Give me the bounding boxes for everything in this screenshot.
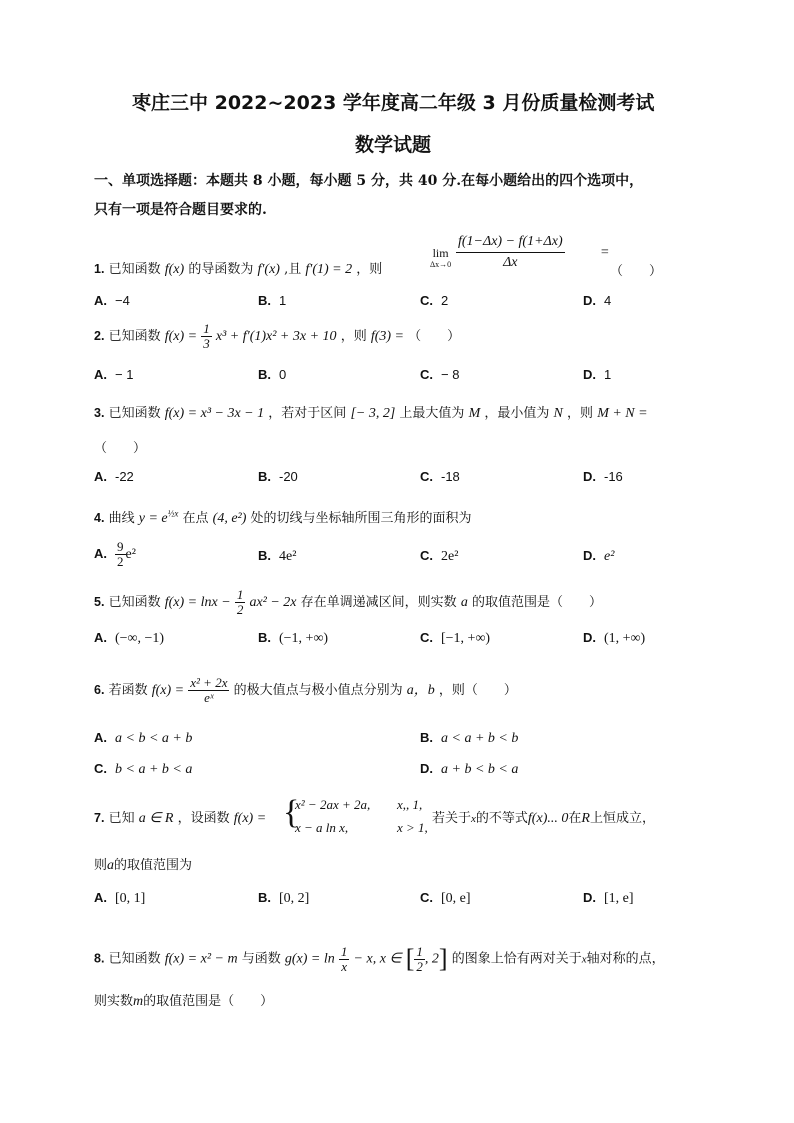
question-8 (94, 944, 665, 974)
q3-text-d: ，最小值为 (484, 406, 550, 421)
option-value: − 1 (115, 367, 134, 382)
q5-frac-den: 2 (236, 602, 244, 617)
question-2 (94, 322, 460, 351)
q1-frac-num: f(1−Δx) − f(1+Δx) (456, 232, 565, 253)
question-6 (94, 676, 517, 705)
option-label: B. (258, 630, 271, 645)
q3-option-b[interactable] (258, 469, 298, 484)
question-number: 4. (94, 511, 105, 525)
q5-option-d[interactable] (583, 630, 645, 647)
q7-text-e: 在 (568, 811, 582, 826)
q8-text-d: 轴对称的点， (586, 951, 665, 967)
q6-vars: a，b (406, 683, 435, 698)
option-label: D. (583, 293, 596, 308)
q6-option-b[interactable] (420, 730, 518, 747)
option-value: a + b < b < a (441, 762, 519, 777)
option-label: C. (420, 630, 433, 645)
q1-option-d[interactable] (583, 293, 611, 308)
q5-option-c[interactable] (420, 630, 490, 647)
option-label: D. (583, 630, 596, 645)
q6-frac-den: eˣ (204, 690, 214, 705)
q2-formula-a: f(x) = (164, 329, 198, 344)
option-value: 0 (279, 367, 287, 382)
q8-formula-d: , 2 (424, 951, 439, 967)
q8-frac2-den: 2 (416, 958, 423, 974)
q6-formula-a: f(x) = (151, 683, 185, 698)
option-value: 2 (441, 293, 449, 308)
q2-ask: f(3) = (370, 329, 405, 344)
q2-option-c[interactable] (420, 367, 459, 382)
option-value: -20 (279, 469, 298, 484)
q8-text-a: 已知函数 (108, 951, 161, 967)
question-number: 6. (94, 683, 105, 697)
option-label: D. (583, 548, 596, 563)
q6-option-c[interactable] (94, 761, 192, 778)
q8-bracket-right: ] (438, 944, 448, 973)
option-value: -22 (115, 469, 134, 484)
option-label: C. (94, 761, 107, 776)
q4-option-b[interactable] (258, 548, 296, 565)
q7-line2 (94, 854, 192, 874)
option-value: − 8 (441, 367, 460, 382)
exam-title: 枣庄三中 2022~2023 学年度高二年级 3 月份质量检测考试 (132, 92, 655, 114)
q6-text-c: ，则（ ） (438, 683, 517, 698)
q5-text-b: 存在单调递减区间，则实数 (300, 595, 457, 610)
option-label: C. (420, 469, 433, 484)
q1-fpx: f′(x) (257, 262, 280, 277)
q2-blank: （ ） (408, 329, 461, 344)
q1-fraction (456, 232, 565, 273)
option-value: 4e² (279, 549, 297, 564)
q8-bracket-left: [ (405, 944, 415, 973)
option-value: 4 (604, 293, 612, 308)
q2-option-d[interactable] (583, 367, 611, 382)
q5-text-a: 已知函数 (108, 595, 161, 610)
q5-option-a[interactable] (94, 630, 164, 647)
q7-text-f: 上恒成立， (589, 811, 655, 826)
option-label: A. (94, 630, 107, 645)
option-value: [0, 1] (115, 891, 146, 906)
option-label: D. (583, 367, 596, 382)
q2-formula-b: x³ + f′(1)x² + 3x + 10 (215, 329, 337, 344)
q4-curve: y = e (138, 511, 168, 526)
q2-option-a[interactable] (94, 367, 133, 382)
option-label: A. (94, 730, 107, 745)
option-value: 1 (279, 293, 287, 308)
q7-case1-cond: x,, 1, (397, 797, 423, 812)
q3-ask: M + N = (597, 406, 648, 421)
option-label: C. (420, 367, 433, 382)
q7-text-a: 已知 (108, 811, 135, 826)
question-number: 8. (94, 951, 105, 966)
q4-exp: ½x (167, 508, 179, 519)
option-value: 1 (604, 367, 612, 382)
option-label: B. (258, 890, 271, 905)
q3-M: M (468, 406, 481, 421)
q7-text-c: 若关于 (432, 811, 472, 826)
option-label: A. (94, 545, 107, 561)
option-value: (−1, +∞) (279, 631, 329, 646)
q7-case2-cond: x > 1, (397, 820, 428, 835)
q1-blank: （ ） (610, 264, 663, 279)
q1-frac-den: Δx (503, 255, 518, 270)
q6-text-b: 的极大值点与极小值点分别为 (233, 683, 403, 698)
q3-blank: （ ） (94, 441, 147, 456)
q1-text-c: ,且 (284, 262, 302, 277)
q1-text-b: 的导函数为 (188, 262, 254, 277)
q4-option-a[interactable] (94, 540, 136, 569)
q1-text-a: 已知函数 (108, 262, 161, 277)
option-label: A. (94, 890, 107, 905)
question-3 (94, 402, 648, 422)
option-label: B. (258, 548, 271, 563)
option-value: -16 (604, 469, 623, 484)
question-5 (94, 588, 602, 617)
q3-option-c[interactable] (420, 469, 460, 484)
q6-text-a: 若函数 (108, 683, 148, 698)
q7-line2-a: a (107, 858, 115, 873)
q7-text-b: ，设函数 (177, 811, 230, 826)
q3-text-c: 上最大值为 (399, 406, 465, 421)
q7-R: R (581, 811, 590, 826)
q2-text-a: 已知函数 (108, 329, 161, 344)
question-1 (94, 258, 382, 278)
q7-x: x (471, 813, 476, 825)
q8-line2-b: 的取值范围是（ ） (143, 994, 274, 1009)
q6-frac-num: x² + 2x (190, 675, 228, 690)
q7-brace: { (283, 794, 300, 831)
option-value: [0, e] (441, 891, 471, 906)
q7-line2-b: 的取值范围为 (114, 858, 193, 873)
q4-text-c: 处的切线与坐标轴所围三角形的面积为 (250, 511, 472, 526)
option-label: B. (258, 469, 271, 484)
q1-eq: = (600, 245, 610, 260)
q7-ineq: f(x)... 0 (527, 811, 569, 826)
q3-text-b: ，若对于区间 (268, 406, 347, 421)
option-value: b < a + b < a (115, 762, 193, 777)
q5-formula-a: f(x) = lnx − (164, 595, 231, 610)
q2-option-b[interactable] (258, 367, 286, 382)
q1-text-d: ，则 (356, 262, 383, 277)
option-value: -18 (441, 469, 460, 484)
q2-frac-den: 3 (203, 336, 210, 351)
option-label: A. (94, 469, 107, 484)
q5-a: a (460, 595, 468, 610)
q4-option-c[interactable] (420, 548, 458, 565)
q6-option-a[interactable] (94, 730, 192, 747)
option-value: e² (125, 546, 136, 562)
q8-text-b: 与函数 (241, 951, 281, 967)
q1-option-a[interactable] (94, 293, 130, 308)
section-heading-line2: 只有一项是符合题目要求的. (94, 202, 267, 218)
q5-text-c: 的取值范围是（ ） (471, 595, 602, 610)
q6-option-d[interactable] (420, 761, 518, 778)
q2-frac-num: 1 (203, 321, 210, 336)
option-label: B. (258, 293, 271, 308)
option-label: C. (420, 548, 433, 563)
q3-interval: [− 3, 2] (350, 406, 396, 421)
q8-formula-c: − x, x ∈ (353, 951, 402, 967)
q8-frac1-den: x (341, 958, 348, 974)
option-label: B. (258, 367, 271, 382)
q1-option-b[interactable] (258, 293, 286, 308)
q8-x: x (581, 953, 587, 966)
q8-m: m (133, 994, 144, 1009)
q7-tail (432, 807, 655, 827)
q7-case2: x − a ln x, (295, 820, 349, 835)
question-number: 7. (94, 811, 105, 825)
q4-text-b: 在点 (182, 511, 209, 526)
q4-text-a: 曲线 (108, 511, 135, 526)
q7-option-d[interactable] (583, 890, 634, 907)
option-value: 2e² (441, 549, 459, 564)
question-7 (94, 807, 266, 827)
option-label: C. (420, 890, 433, 905)
question-number: 5. (94, 595, 105, 609)
q7-option-b[interactable] (258, 890, 309, 907)
q8-frac2-num: 1 (416, 943, 423, 959)
section-heading: 一、单项选择题：本题共 8 小题，每小题 5 分，共 40 分.在每小题给出的四个选项中， (94, 173, 644, 189)
q1-option-c[interactable] (420, 293, 448, 308)
option-value: [1, e] (604, 891, 634, 906)
exam-subtitle: 数学试题 (355, 134, 432, 156)
q3-N: N (553, 406, 563, 421)
q1-lim: lim (432, 246, 449, 260)
q7-line2-text: 则 (94, 858, 108, 873)
q4-point: (4, e²) (212, 511, 247, 526)
option-value: −4 (115, 293, 130, 308)
option-label: C. (420, 293, 433, 308)
option-value: (−∞, −1) (115, 631, 165, 646)
q7-formula-a: f(x) = (233, 811, 267, 826)
q5-option-b[interactable] (258, 630, 328, 647)
q7-option-c[interactable] (420, 890, 471, 907)
question-number: 1. (94, 262, 105, 276)
q1-cond: f′(1) = 2 (305, 262, 353, 277)
option-label: D. (583, 890, 596, 905)
option-value: a < b < a + b (115, 731, 193, 746)
q1-lim-sub: Δx→0 (430, 260, 452, 269)
q8-line2-text: 则实数 (94, 994, 134, 1009)
q2-text-b: ，则 (340, 329, 367, 344)
q8-frac1-num: 1 (340, 943, 348, 959)
question-number: 3. (94, 406, 105, 420)
q7-case1: x² − 2ax + 2a, (295, 797, 371, 812)
option-label: A. (94, 367, 107, 382)
q7-cond: a ∈ R (138, 811, 174, 826)
q8-text-c: 的图象上恰有两对关于 (451, 951, 582, 967)
q1-fx: f(x) (164, 262, 185, 277)
q1-limit (430, 247, 451, 271)
option-label: B. (420, 730, 433, 745)
q7-text-d: 的不等式 (475, 811, 528, 826)
q5-formula-b: ax² − 2x (249, 595, 297, 610)
q4-a-frac-num: 9 (117, 539, 124, 554)
question-4 (94, 507, 472, 527)
option-value: [0, 2] (279, 891, 310, 906)
q4-option-d[interactable] (583, 548, 614, 565)
option-value: [−1, +∞) (441, 631, 491, 646)
q3-option-d[interactable] (583, 469, 623, 484)
option-value: (1, +∞) (604, 631, 646, 646)
option-value: a < a + b < b (441, 731, 519, 746)
q3-formula: f(x) = x³ − 3x − 1 (164, 406, 265, 421)
q3-option-a[interactable] (94, 469, 134, 484)
q4-a-frac-den: 2 (117, 554, 124, 569)
q8-formula-a: f(x) = x² − m (164, 951, 238, 967)
question-number: 2. (94, 329, 105, 343)
q3-text-e: ，则 (567, 406, 594, 421)
q8-formula-b: g(x) = ln (284, 951, 335, 967)
option-value: e² (604, 549, 615, 564)
q3-text-a: 已知函数 (108, 406, 161, 421)
q5-frac-num: 1 (236, 587, 244, 602)
q8-line2 (94, 990, 273, 1010)
option-label: D. (420, 761, 433, 776)
option-label: A. (94, 293, 107, 308)
q7-option-a[interactable] (94, 890, 145, 907)
option-label: D. (583, 469, 596, 484)
